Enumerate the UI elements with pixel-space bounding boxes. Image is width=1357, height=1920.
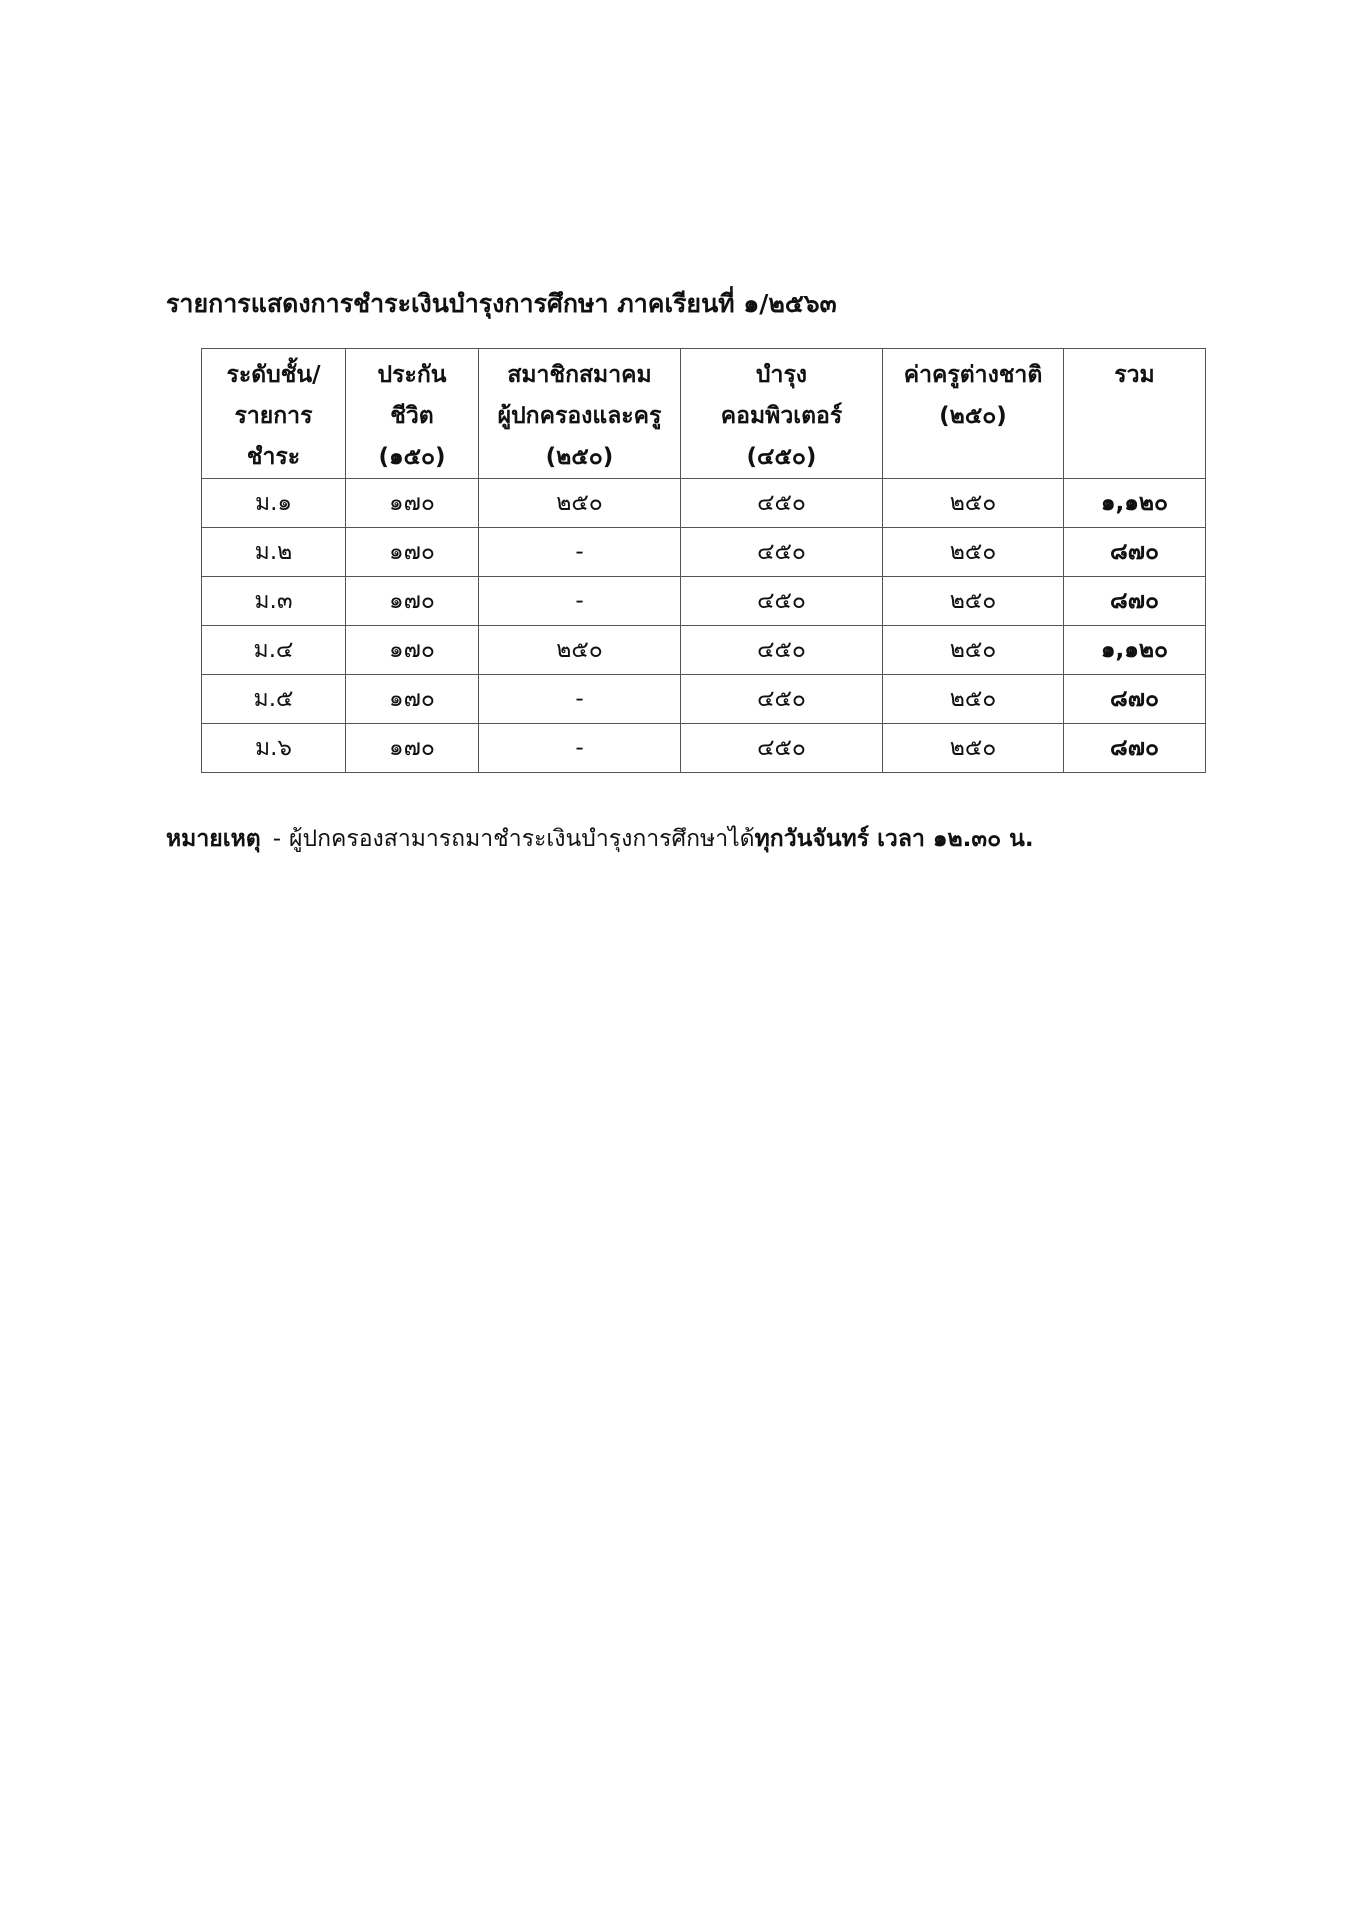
cell-total: ๘๗๐ xyxy=(1064,528,1206,577)
note-dash: - xyxy=(272,826,281,852)
cell-association: - xyxy=(479,528,681,577)
table-body xyxy=(202,479,1206,773)
cell-foreign-teacher: ๒๕๐ xyxy=(883,724,1064,773)
header-total: รวม xyxy=(1064,349,1206,479)
cell-life-insurance: ๑๗๐ xyxy=(346,675,479,724)
table-row xyxy=(202,528,1206,577)
cell-foreign-teacher: ๒๕๐ xyxy=(883,479,1064,528)
cell-association: - xyxy=(479,724,681,773)
note-emphasis: ทุกวันจันทร์ เวลา ๑๒.๓๐ น. xyxy=(754,826,1034,852)
header-row xyxy=(202,349,1206,479)
cell-total: ๑,๑๒๐ xyxy=(1064,479,1206,528)
cell-association: - xyxy=(479,675,681,724)
table-row xyxy=(202,626,1206,675)
cell-computer: ๔๕๐ xyxy=(681,528,883,577)
cell-total: ๑,๑๒๐ xyxy=(1064,626,1206,675)
cell-foreign-teacher: ๒๕๐ xyxy=(883,577,1064,626)
cell-level: ม.๖ xyxy=(202,724,346,773)
cell-life-insurance: ๑๗๐ xyxy=(346,577,479,626)
note-text: ผู้ปกครองสามารถมาชำระเงินบำรุงการศึกษาได้ xyxy=(289,826,755,852)
table-row xyxy=(202,675,1206,724)
cell-level: ม.๑ xyxy=(202,479,346,528)
cell-level: ม.๔ xyxy=(202,626,346,675)
cell-computer: ๔๕๐ xyxy=(681,479,883,528)
cell-computer: ๔๕๐ xyxy=(681,626,883,675)
fee-table xyxy=(201,348,1206,773)
header-computer-fee: บำรุง คอมพิวเตอร์ (๔๕๐) xyxy=(681,349,883,479)
cell-computer: ๔๕๐ xyxy=(681,724,883,773)
cell-level: ม.๕ xyxy=(202,675,346,724)
cell-computer: ๔๕๐ xyxy=(681,577,883,626)
page-title: รายการแสดงการชำระเงินบำรุงการศึกษา ภาคเรียนที่ ๑/๒๕๖๓ xyxy=(166,289,837,318)
cell-life-insurance: ๑๗๐ xyxy=(346,479,479,528)
cell-total: ๘๗๐ xyxy=(1064,724,1206,773)
header-foreign-teacher-fee: ค่าครูต่างชาติ (๒๕๐) xyxy=(883,349,1064,479)
header-level: ระดับชั้น/ รายการ ชำระ xyxy=(202,349,346,479)
cell-foreign-teacher: ๒๕๐ xyxy=(883,626,1064,675)
cell-computer: ๔๕๐ xyxy=(681,675,883,724)
cell-association: ๒๕๐ xyxy=(479,479,681,528)
cell-total: ๘๗๐ xyxy=(1064,675,1206,724)
cell-association: - xyxy=(479,577,681,626)
note-label: หมายเหตุ xyxy=(166,826,261,852)
cell-life-insurance: ๑๗๐ xyxy=(346,724,479,773)
cell-foreign-teacher: ๒๕๐ xyxy=(883,528,1064,577)
cell-life-insurance: ๑๗๐ xyxy=(346,528,479,577)
cell-association: ๒๕๐ xyxy=(479,626,681,675)
table-row xyxy=(202,724,1206,773)
cell-total: ๘๗๐ xyxy=(1064,577,1206,626)
table-row xyxy=(202,479,1206,528)
header-parent-teacher-association: สมาชิกสมาคม ผู้ปกครองและครู (๒๕๐) xyxy=(479,349,681,479)
table-header xyxy=(202,349,1206,479)
header-life-insurance: ประกัน ชีวิต (๑๕๐) xyxy=(346,349,479,479)
cell-life-insurance: ๑๗๐ xyxy=(346,626,479,675)
cell-level: ม.๓ xyxy=(202,577,346,626)
table-row xyxy=(202,577,1206,626)
note xyxy=(166,821,1034,857)
cell-level: ม.๒ xyxy=(202,528,346,577)
cell-foreign-teacher: ๒๕๐ xyxy=(883,675,1064,724)
